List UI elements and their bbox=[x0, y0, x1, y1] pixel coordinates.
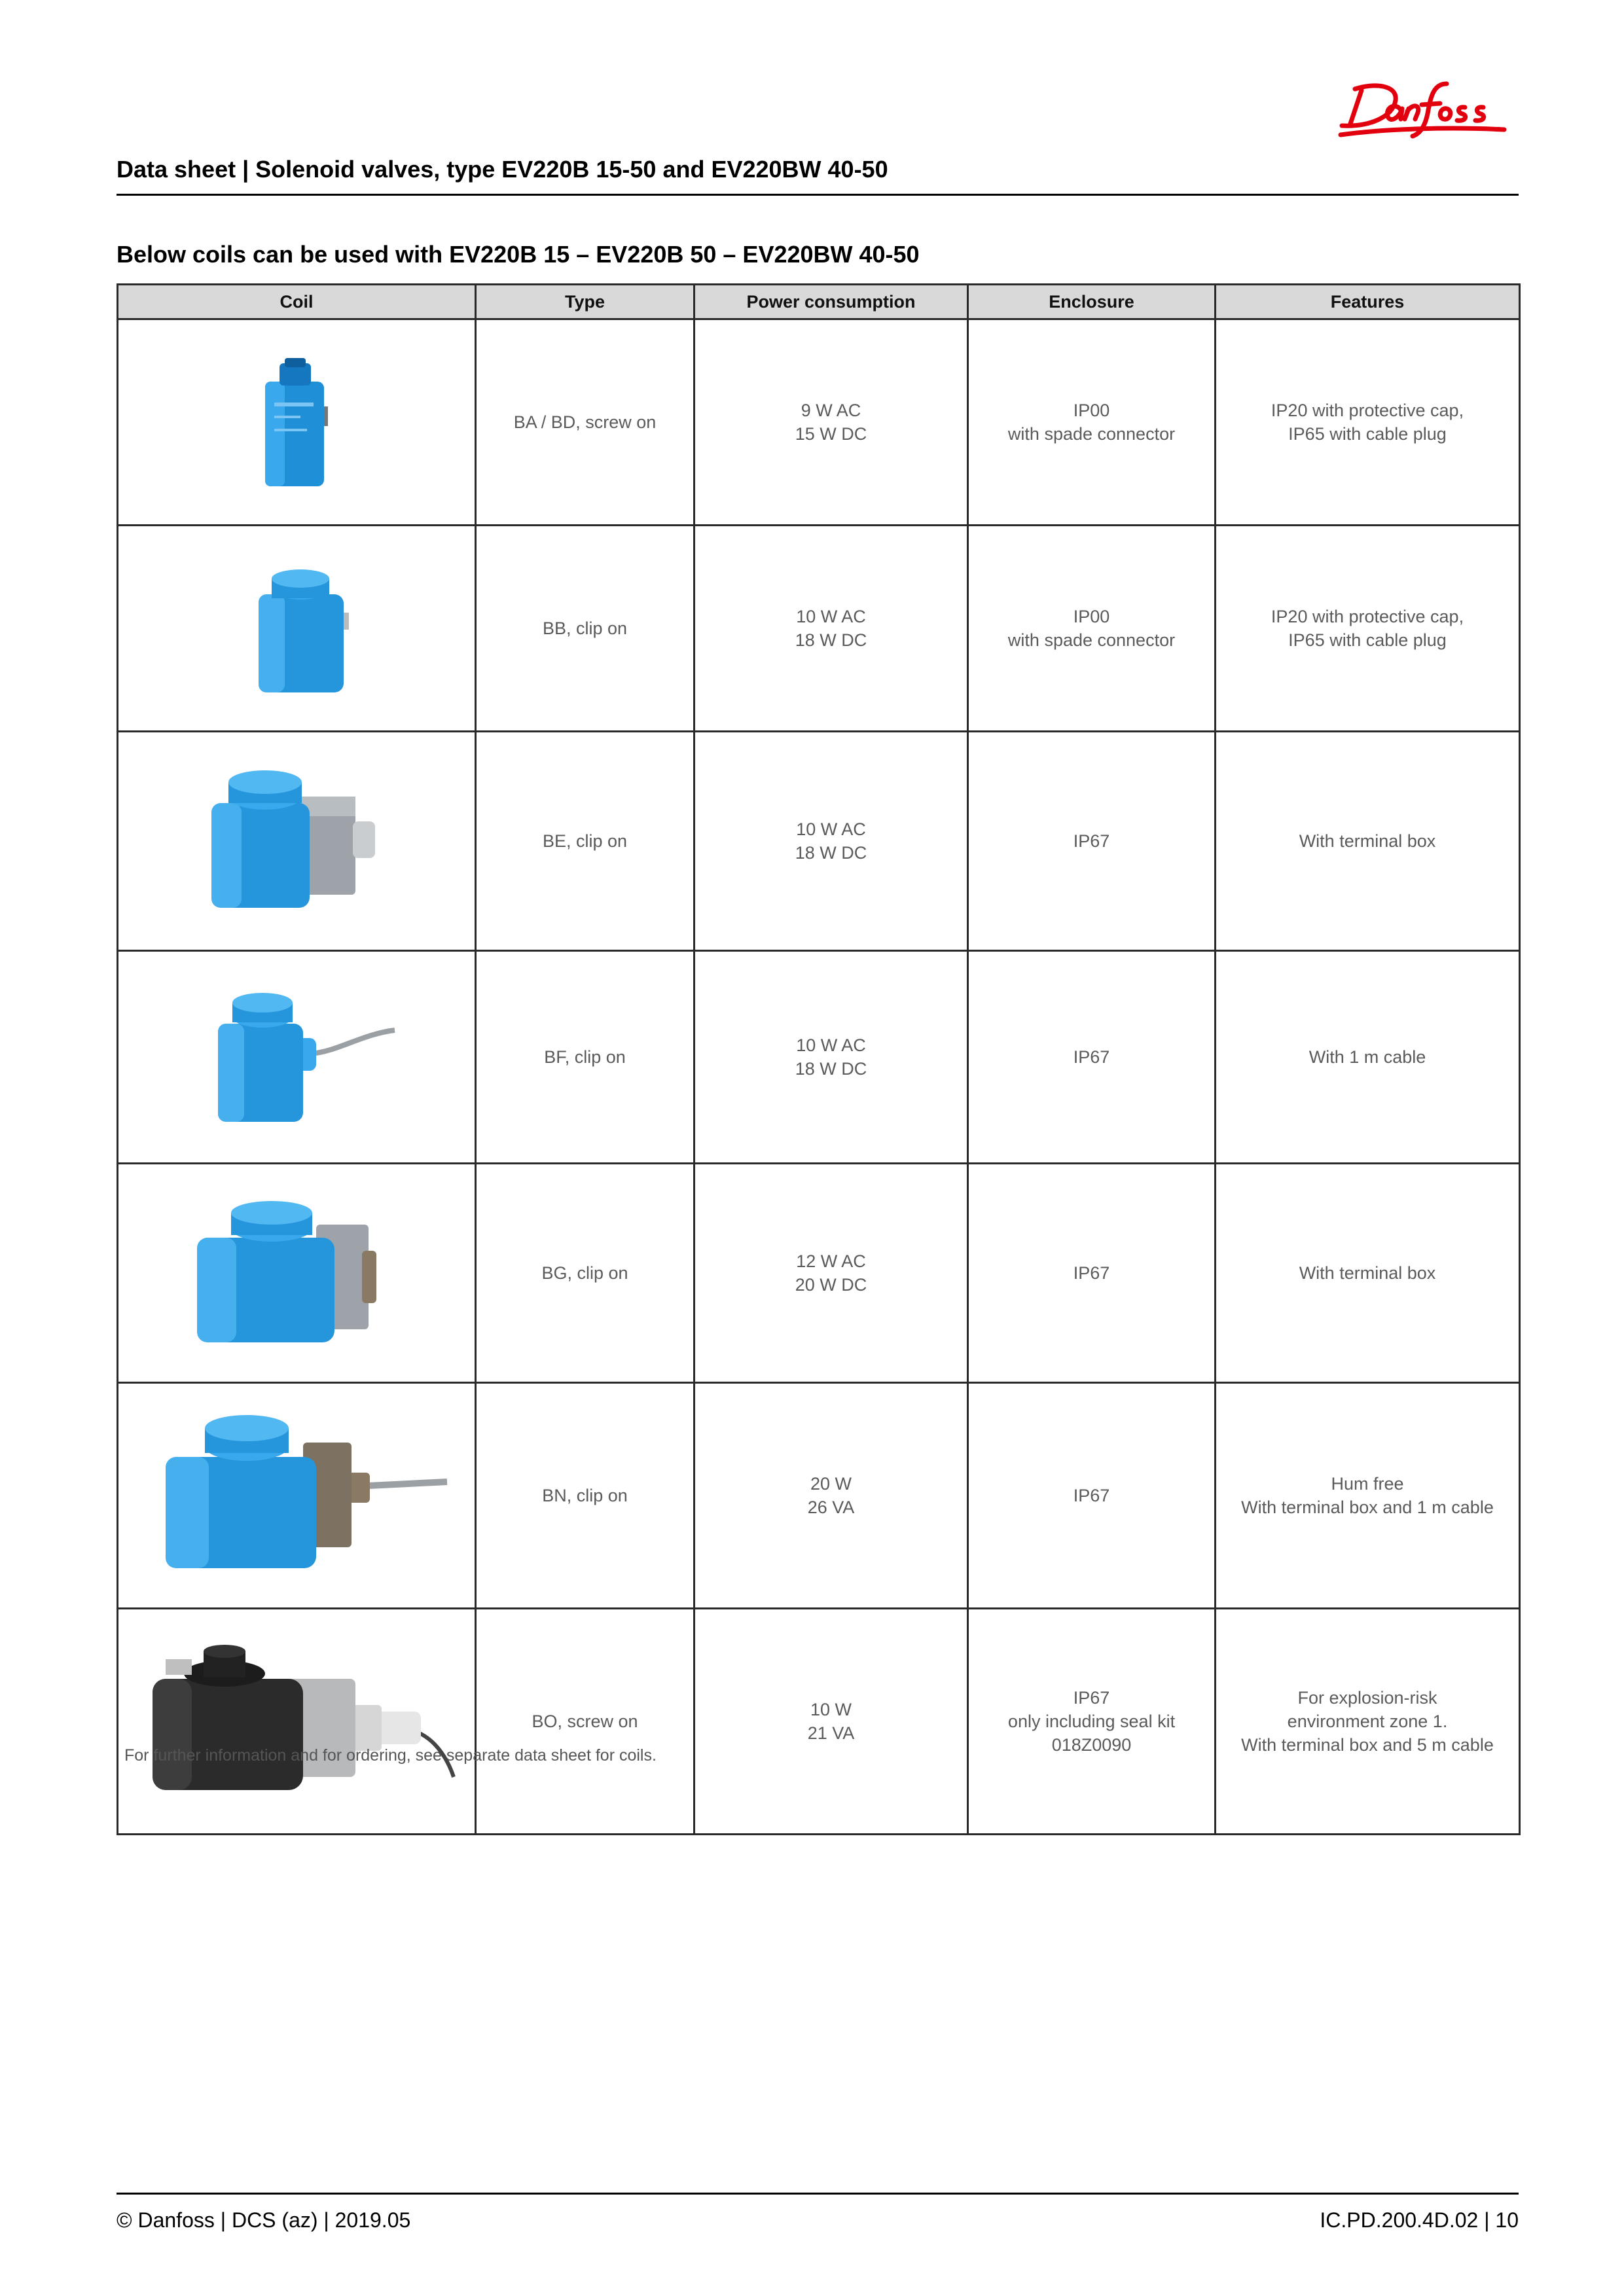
column-header-enclosure: Enclosure bbox=[968, 285, 1216, 319]
coil-power: 12 W AC 20 W DC bbox=[695, 1164, 968, 1383]
coil-enclosure: IP00 with spade connector bbox=[968, 319, 1216, 526]
footer-divider bbox=[117, 2193, 1519, 2195]
footer-page-reference: IC.PD.200.4D.02 | 10 bbox=[1320, 2208, 1519, 2232]
column-header-coil: Coil bbox=[118, 285, 476, 319]
title-divider bbox=[117, 194, 1519, 196]
column-header-features: Features bbox=[1216, 285, 1520, 319]
coil-power: 10 W AC 18 W DC bbox=[695, 732, 968, 951]
coil-image-cell bbox=[118, 526, 476, 732]
section-heading: Below coils can be used with EV220B 15 – EV220B 50 – EV220BW 40-50 bbox=[117, 241, 920, 268]
coil-power: 9 W AC 15 W DC bbox=[695, 319, 968, 526]
blue-coil-screw-on-icon bbox=[211, 344, 382, 501]
coil-image-cell bbox=[118, 1609, 476, 1835]
coil-type: BN, clip on bbox=[476, 1383, 695, 1609]
coil-power: 10 W AC 18 W DC bbox=[695, 526, 968, 732]
coil-features: Hum free With terminal box and 1 m cable bbox=[1216, 1383, 1520, 1609]
coil-power: 20 W 26 VA bbox=[695, 1383, 968, 1609]
coil-enclosure: IP00 with spade connector bbox=[968, 526, 1216, 732]
blue-coil-cable-icon bbox=[179, 975, 414, 1139]
document-title: Data sheet | Solenoid valves, type EV220B 15-50 and EV220BW 40-50 bbox=[117, 156, 888, 183]
coil-type: BG, clip on bbox=[476, 1164, 695, 1383]
coil-type: BO, screw on bbox=[476, 1609, 695, 1835]
blue-coil-terminal-box-large-icon bbox=[166, 1188, 427, 1358]
table-row bbox=[118, 526, 1520, 732]
column-header-type: Type bbox=[476, 285, 695, 319]
coil-type: BE, clip on bbox=[476, 732, 695, 951]
coil-enclosure: IP67 bbox=[968, 951, 1216, 1164]
coil-features: IP20 with protective cap, IP65 with cable plug bbox=[1216, 319, 1520, 526]
coil-features: With 1 m cable bbox=[1216, 951, 1520, 1164]
footer-copyright: © Danfoss | DCS (az) | 2019.05 bbox=[117, 2208, 411, 2232]
table-row bbox=[118, 732, 1520, 951]
coil-features: With terminal box bbox=[1216, 732, 1520, 951]
table-row bbox=[118, 951, 1520, 1164]
coil-image-cell bbox=[118, 1164, 476, 1383]
coil-enclosure: IP67 bbox=[968, 1383, 1216, 1609]
table-header-row bbox=[118, 285, 1520, 319]
coil-image-cell bbox=[118, 319, 476, 526]
coil-enclosure: IP67 only including seal kit 018Z0090 bbox=[968, 1609, 1216, 1835]
coil-power: 10 W AC 18 W DC bbox=[695, 951, 968, 1164]
coil-enclosure: IP67 bbox=[968, 1164, 1216, 1383]
coil-features: With terminal box bbox=[1216, 1164, 1520, 1383]
coil-features: For explosion-risk environment zone 1. With terminal box and 5 m cable bbox=[1216, 1609, 1520, 1835]
coil-table bbox=[117, 283, 1521, 1835]
table-row bbox=[118, 1164, 1520, 1383]
table-footnote: For further information and for ordering, see separate data sheet for coils. bbox=[124, 1746, 657, 1765]
blue-coil-clip-on-icon bbox=[211, 550, 382, 707]
column-header-power: Power consumption bbox=[695, 285, 968, 319]
coil-image-cell bbox=[118, 732, 476, 951]
coil-type: BA / BD, screw on bbox=[476, 319, 695, 526]
danfoss-logo bbox=[1335, 71, 1509, 143]
table-row bbox=[118, 319, 1520, 526]
table-row bbox=[118, 1383, 1520, 1609]
coil-enclosure: IP67 bbox=[968, 732, 1216, 951]
coil-type: BB, clip on bbox=[476, 526, 695, 732]
coil-image-cell bbox=[118, 951, 476, 1164]
coil-power: 10 W 21 VA bbox=[695, 1609, 968, 1835]
coil-features: IP20 with protective cap, IP65 with cable plug bbox=[1216, 526, 1520, 732]
table-row bbox=[118, 1609, 1520, 1835]
coil-image-cell bbox=[118, 1383, 476, 1609]
blue-coil-terminal-box-icon bbox=[172, 756, 421, 926]
blue-coil-terminal-box-cable-icon bbox=[139, 1407, 454, 1584]
black-coil-explosion-proof-icon bbox=[126, 1633, 467, 1810]
coil-type: BF, clip on bbox=[476, 951, 695, 1164]
